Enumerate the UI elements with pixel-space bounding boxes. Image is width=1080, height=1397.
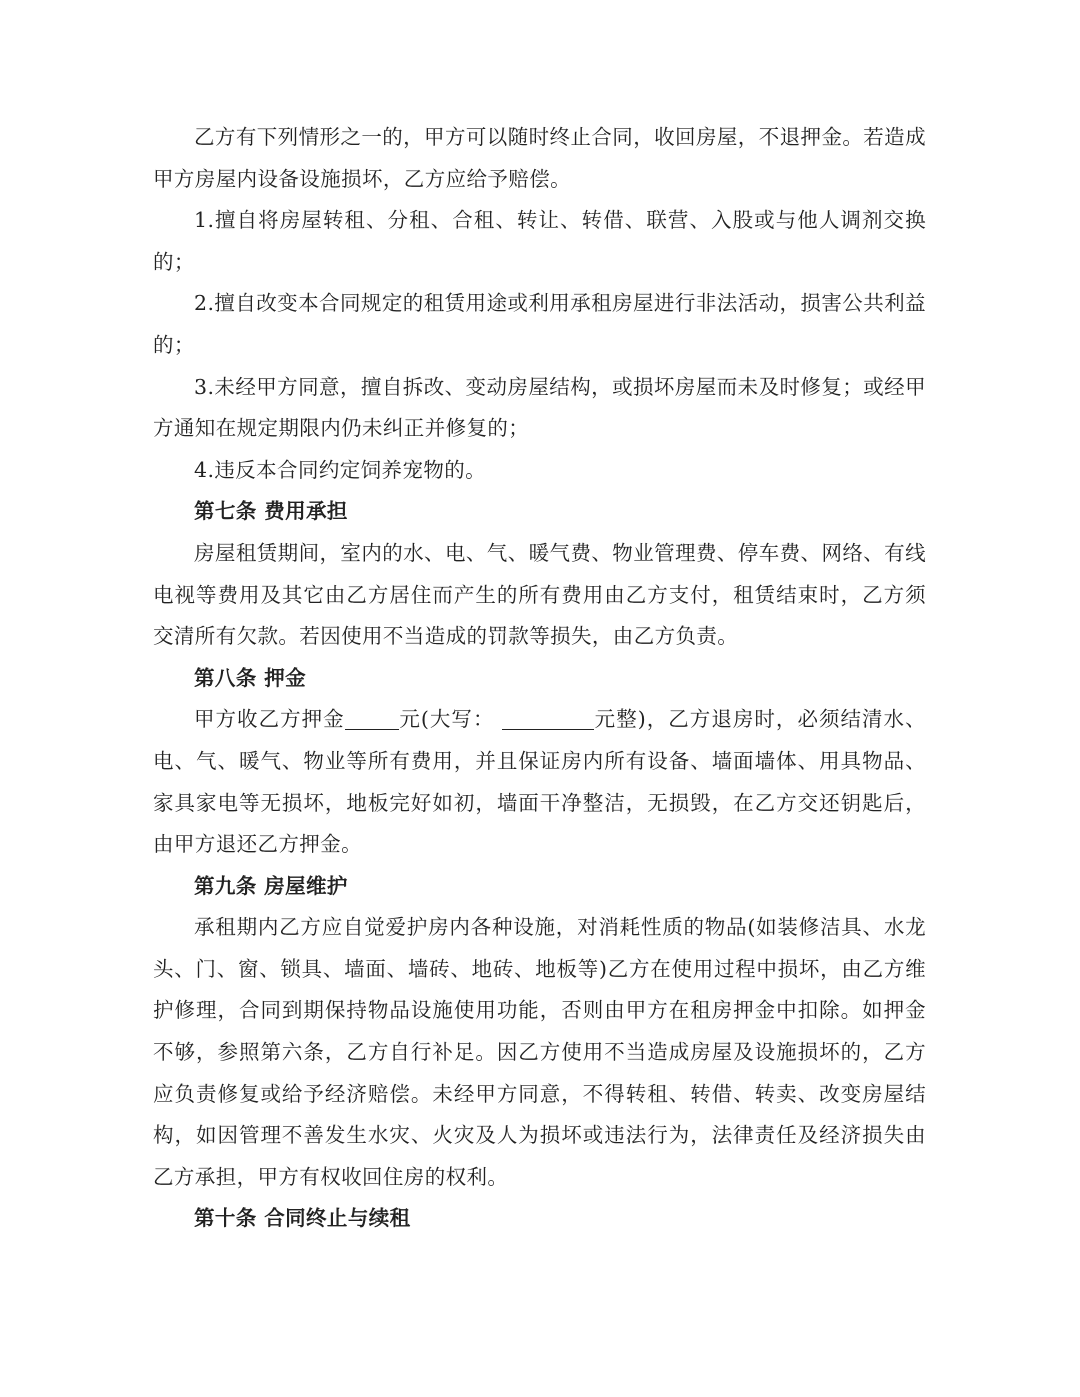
article-7-heading: 第七条 费用承担 <box>194 499 348 524</box>
article-8-text-part-1: 甲方收乙方押金 <box>194 707 345 732</box>
article-8-text-part-2: 元(大写： <box>398 707 495 732</box>
termination-item-4: 4.违反本合同约定饲养宠物的。 <box>194 457 487 482</box>
deposit-amount-capital-blank <box>502 707 594 730</box>
termination-item-2: 2.擅自改变本合同规定的租赁用途或利用承租房屋进行非法活动，损害公共利益的； <box>153 291 926 357</box>
termination-item-3: 3.未经甲方同意，擅自拆改、变动房屋结构，或损坏房屋而未及时修复；或经甲方通知在规定期限内仍未纠正并修复的； <box>153 374 926 441</box>
article-10-heading: 第十条 合同终止与续租 <box>194 1206 411 1231</box>
document-body <box>153 117 926 1240</box>
article-9-body: 承租期内乙方应自觉爱护房内各种设施，对消耗性质的物品(如装修洁具、水龙头、门、窗、锁具、墙面、墙砖、地砖、地板等)乙方在使用过程中损坏，由乙方维护修理，合同到期保持物品设施使用功能，否则由甲方在租房押金中扣除。如押金不够，参照第六条，乙方自行补足。因乙方使用不当造成房屋及设施损坏的，乙方应负责修复或给予经济赔偿。未经甲方同意，不得转租、转借、转卖、改变房屋结构，如因管理不善发生水灾、火灾及人为损坏或违法行为，法律责任及经济损失由乙方承担，甲方有权收回住房的权利。 <box>153 915 926 1189</box>
termination-intro-paragraph: 乙方有下列情形之一的，甲方可以随时终止合同，收回房屋，不退押金。若造成甲方房屋内设备设施损坏，乙方应给予赔偿。 <box>153 125 926 191</box>
article-8-body <box>153 699 926 865</box>
article-7-body: 房屋租赁期间，室内的水、电、气、暖气费、物业管理费、停车费、网络、有线电视等费用及其它由乙方居住而产生的所有费用由乙方支付，租赁结束时，乙方须交清所有欠款。若因使用不当造成的罚款等损失，由乙方负责。 <box>153 540 926 649</box>
deposit-amount-blank <box>345 707 399 730</box>
article-8-heading: 第八条 押金 <box>194 665 307 690</box>
article-8-text-part-3: 元整)，乙方退房时，必须结清水、电、气、暖气、物业等所有费用，并且保证房内所有设备、墙面墙体、用具物品、家具家电等无损坏，地板完好如初，墙面干净整洁，无损毁，在乙方交还钥匙后，由甲方退还乙方押金。 <box>153 707 926 857</box>
article-9-heading: 第九条 房屋维护 <box>194 873 348 898</box>
termination-item-1: 1.擅自将房屋转租、分租、合租、转让、转借、联营、入股或与他人调剂交换的； <box>153 208 926 274</box>
